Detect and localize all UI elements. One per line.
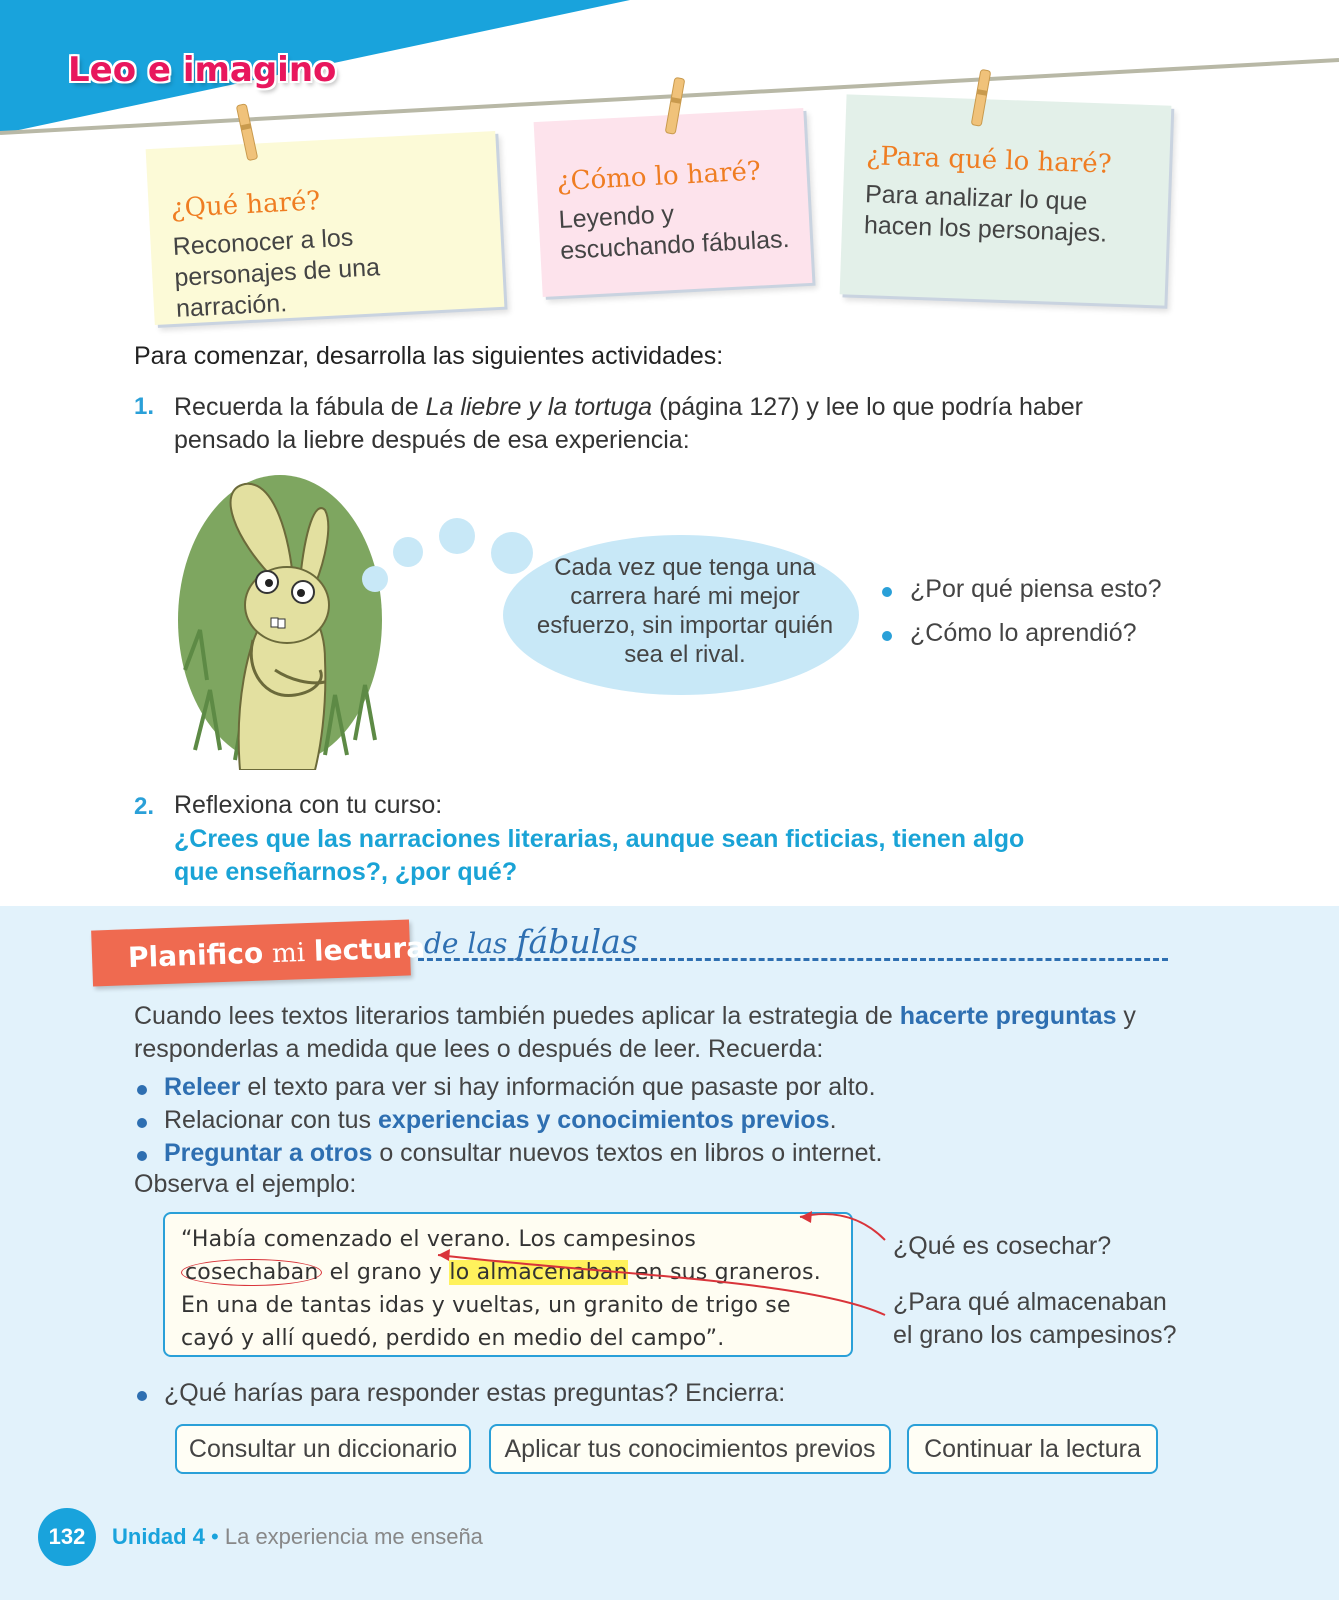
note-title: ¿Cómo lo haré? xyxy=(555,156,762,198)
thought-dot xyxy=(439,518,475,554)
note-body: Leyendo y escuchando fábulas. xyxy=(558,199,791,265)
planifico-word: mi xyxy=(271,938,306,970)
tip-keyword: Preguntar a otros xyxy=(164,1139,373,1167)
choice-continuar-lectura[interactable]: Continuar la lectura xyxy=(907,1424,1158,1474)
note-para-que-lo-hare xyxy=(840,94,1172,305)
annotation-arrows xyxy=(430,1200,900,1330)
planifico-word: Planifico xyxy=(127,936,264,975)
list-item xyxy=(134,1106,882,1139)
activity-number: 1. xyxy=(134,393,155,420)
thought-dot xyxy=(393,537,423,567)
example-fragment: “Había comenzado el verano. Los campesinos xyxy=(181,1227,697,1252)
planifico-sub-word: de las xyxy=(424,927,508,960)
choice-diccionario[interactable]: Consultar un diccionario xyxy=(175,1424,471,1474)
thought-text: Cada vez que tenga una carrera haré mi mejor esfuerzo, sin importar quién sea el rival. xyxy=(536,554,834,668)
circled-word: cosechaban xyxy=(181,1259,322,1286)
tip-keyword: Releer xyxy=(164,1073,241,1101)
list-item: ¿Cómo lo aprendió? xyxy=(880,619,1162,663)
note-que-hare xyxy=(146,131,505,325)
example-fragment: en sus graneros. En una de tantas idas y vueltas, un granito de trigo se cayó y allí quedó, perdido en medio del campo”. xyxy=(181,1260,821,1351)
note-title: ¿Qué haré? xyxy=(170,186,322,225)
footer-unit-label xyxy=(112,1524,483,1550)
final-question: ¿Qué harías para responder estas preguntas? Encierra: xyxy=(134,1379,785,1408)
planifico-sub-word: fábulas xyxy=(516,922,638,961)
dashed-rule xyxy=(418,958,1168,961)
strategy-intro-text: Cuando lees textos literarios también puedes aplicar la estrategia de xyxy=(134,1002,900,1030)
activity-1-text xyxy=(174,391,1184,457)
unit-title: La experiencia me enseña xyxy=(224,1524,483,1549)
highlighted-phrase: lo almacenaban xyxy=(449,1260,628,1285)
note-body: Para analizar lo que hacen los personajes. xyxy=(863,180,1108,248)
tip-keyword: experiencias y conocimientos previos xyxy=(378,1106,830,1134)
planifico-word: lectura xyxy=(313,930,426,968)
strategy-intro xyxy=(134,1000,1174,1066)
strategy-intro-text: y responderlas a medida que lees o después de leer. Recuerda: xyxy=(134,1002,1136,1063)
note-title: ¿Para qué lo haré? xyxy=(865,141,1113,180)
example-fragment: el grano y xyxy=(322,1260,450,1285)
page-number: 132 xyxy=(38,1508,96,1566)
tip-text: o consultar nuevos textos en libros o internet. xyxy=(372,1139,883,1167)
list-item xyxy=(134,1139,882,1172)
strategy-keyword: hacerte preguntas xyxy=(899,1002,1117,1030)
fable-title: La liebre y la tortuga xyxy=(425,393,653,421)
note-como-lo-hare xyxy=(534,108,813,297)
clothespin-icon xyxy=(664,76,688,136)
activity-1-text-after: (página 127) y lee lo que podría haber pensado la liebre después de esa experiencia: xyxy=(174,393,1083,454)
list-item xyxy=(134,1073,882,1106)
section-title: Leo e imagino xyxy=(68,50,337,90)
observe-label: Observa el ejemplo: xyxy=(134,1170,357,1198)
tip-text: . xyxy=(829,1106,837,1134)
thought-dot xyxy=(362,566,388,592)
thought-dot xyxy=(491,532,533,574)
unit-number: Unidad 4 xyxy=(112,1524,205,1549)
activity-number: 2. xyxy=(134,793,155,820)
note-body: Reconocer a los personajes de una narración. xyxy=(172,223,381,323)
bullet-separator: • xyxy=(211,1524,219,1549)
choice-conocimientos-previos[interactable]: Aplicar tus conocimientos previos xyxy=(489,1424,891,1474)
clothespin-icon xyxy=(236,102,260,162)
reflection-questions xyxy=(880,575,1162,663)
activity-2-question: ¿Crees que las narraciones literarias, aunque sean ficticias, tienen algo que enseñarnos?, ¿por qué? xyxy=(174,825,1025,886)
strategy-tips xyxy=(134,1073,882,1172)
clothespin-icon xyxy=(970,68,994,128)
side-question-cosechar: ¿Qué es cosechar? xyxy=(893,1232,1112,1260)
hare-illustration xyxy=(175,470,395,770)
activities-intro: Para comenzar, desarrolla las siguientes actividades: xyxy=(134,342,724,370)
activity-1-text-before: Recuerda la fábula de xyxy=(174,393,426,421)
side-question-almacenar: ¿Para qué almacenaban el grano los campesinos? xyxy=(893,1288,1177,1349)
planifico-subtitle xyxy=(424,922,638,961)
list-item: ¿Por qué piensa esto? xyxy=(880,575,1162,619)
activity-2-label: Reflexiona con tu curso: xyxy=(174,791,443,819)
tip-text: el texto para ver si hay información que pasaste por alto. xyxy=(240,1073,876,1101)
tip-text: Relacionar con tus xyxy=(164,1106,379,1134)
